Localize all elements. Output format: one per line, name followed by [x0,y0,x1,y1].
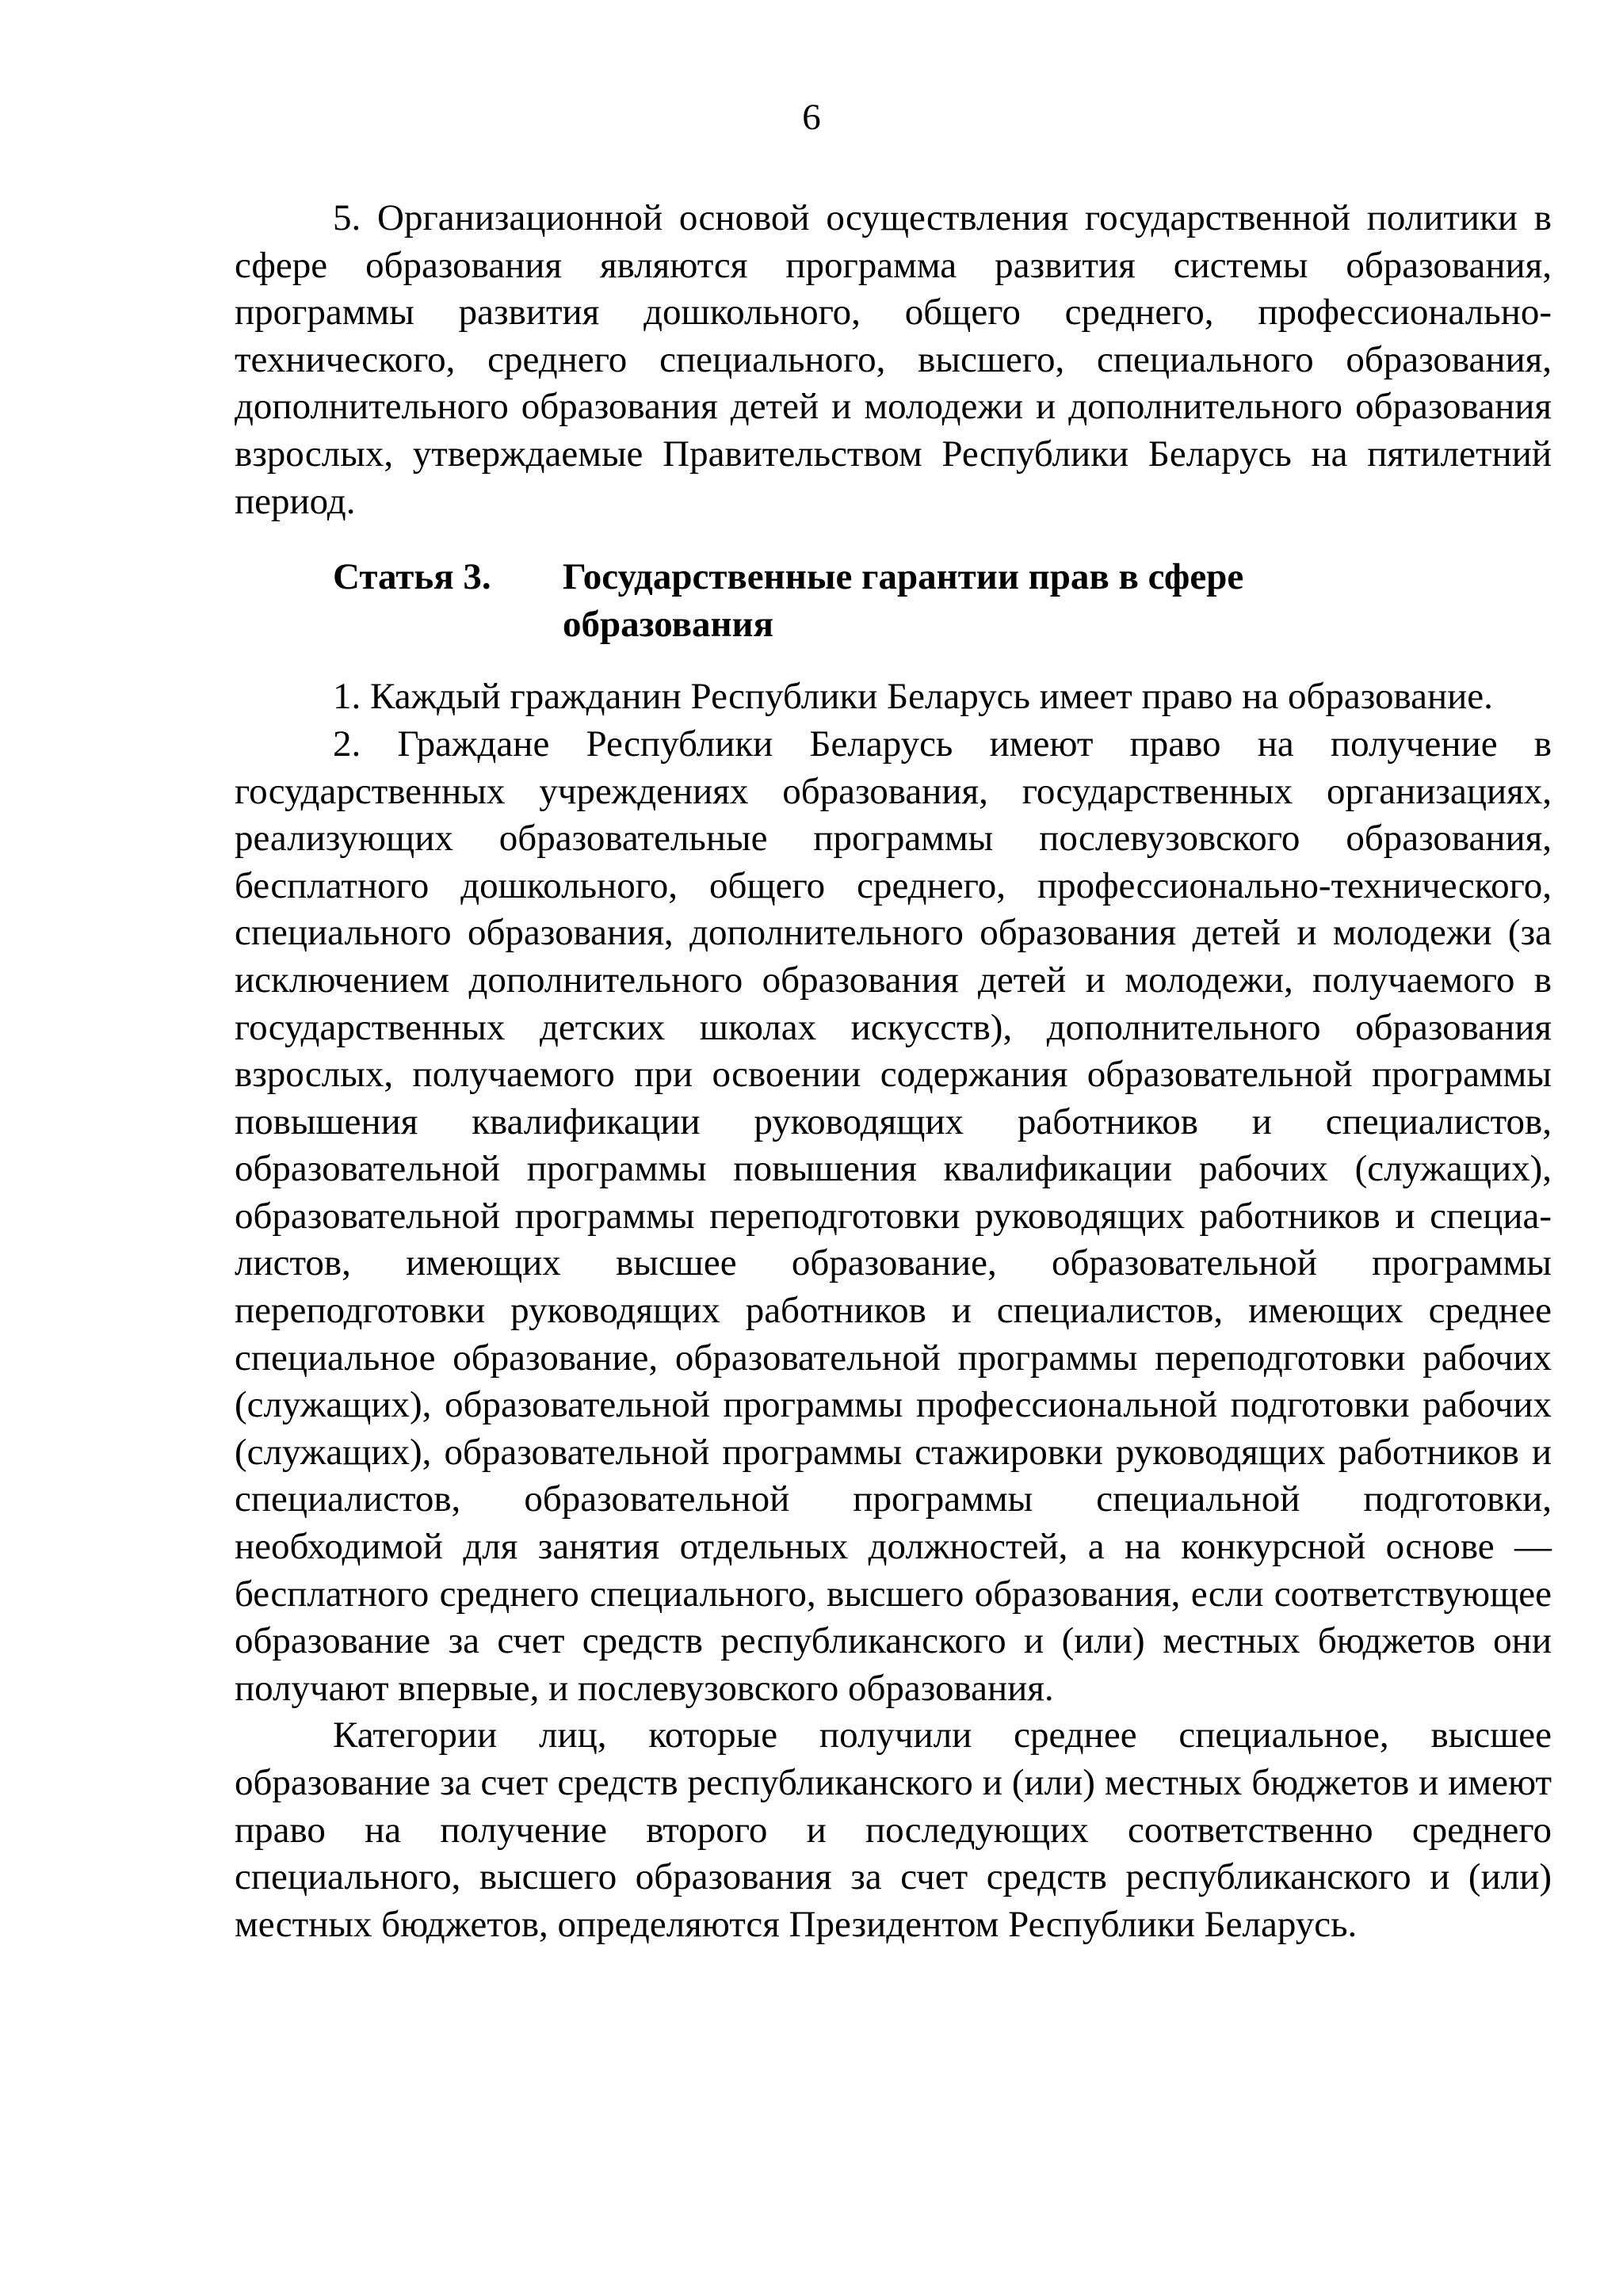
article-paragraph-2: 2. Граждане Республики Беларусь имеют право на получение в государственных учреждениях образования, государственных организациях, реализующих образовательные программы послевузовского образования, бесплатного дошкольного, общего среднего, профессионально-технического, специального образования, дополнительного образования детей и молодежи (за исключением дополнительного образования детей и молодежи, получаемого в государственных детских школах искусств), дополнительного образования взрослых, получаемого при освоении содержания образовательной программы повышения квалификации руководящих работников и специалистов, образовательной программы повышения квалификации рабочих (служащих), образовательной программы переподготовки руководящих работников и специалистов, имеющих высшее образование, образовательной программы переподготовки руководящих работников и специалистов, имеющих среднее специальное образование, образовательной программы переподготовки рабочих (служащих), образовательной программы профессиональной подготовки рабочих (служащих), образовательной программы стажировки руководящих работников и специалистов, образовательной программы специальной подготовки, необходимой для занятия отдельных должностей, а на конкурсной основе — бесплатного среднего специального, высшего образования, если соответствующее образование за счет средств республиканского и (или) местных бюджетов они получают впервые, и послевузовского образования. [235,723,1552,1709]
document-body [235,195,1552,1948]
article-number: Статья 3. [333,556,491,598]
article-title: Государственные гарантии прав в сфере образования [563,556,1244,645]
article-paragraph-categories: Категории лиц, которые получили среднее специальное, высшее образование за счет средств республиканского и (или) местных бюджетов и имеют право на получение второго и последующих соответственно среднего специального, высшего образования за счет средств республиканского и (или) местных бюджетов, определяются Президентом Республики Беларусь. [235,1714,1552,1945]
article-paragraph-1: 1. Каждый гражданин Республики Беларусь имеет право на образование. [333,676,1493,718]
paragraph-5: 5. Организационной основой осуществления государственной политики в сфере образования являются программа развития системы образования, программы развития дошкольного, общего среднего, профессионально-технического, среднего специального, высшего, специального образования, дополнительного образования детей и молодежи и дополнительного образования взрослых, утверждаемые Правительством Республики Беларусь на пятилетний период. [235,197,1552,522]
page-number: 6 [802,97,821,138]
article-heading [235,554,1552,648]
